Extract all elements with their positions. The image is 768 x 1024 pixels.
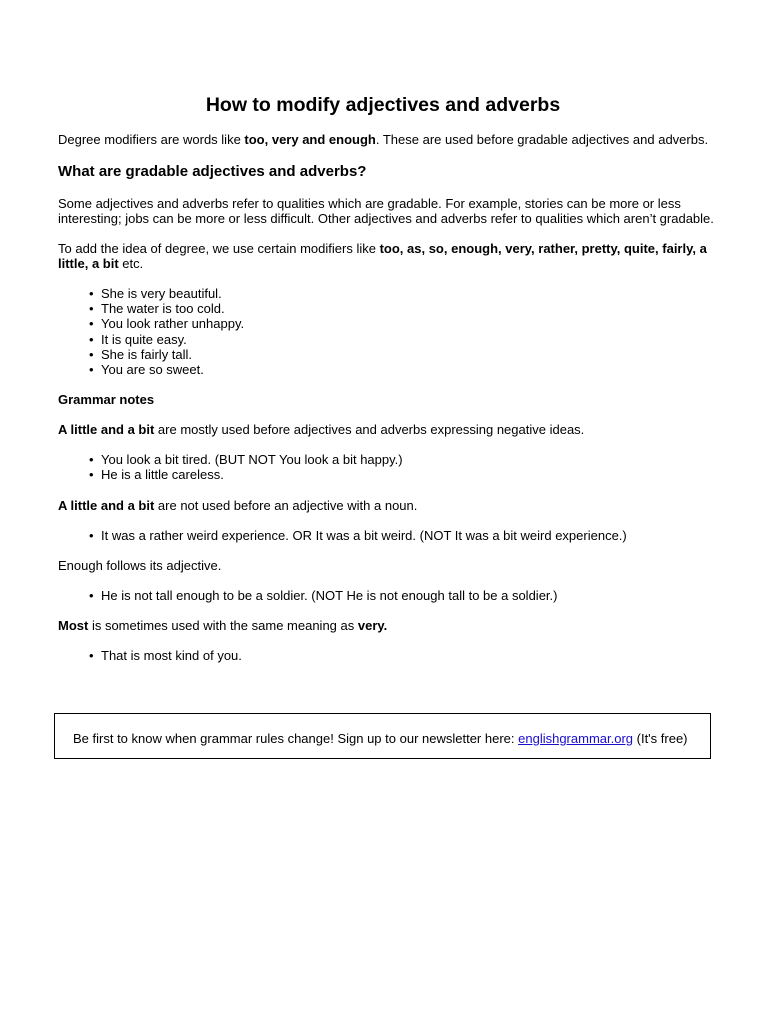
document-body [58,94,718,663]
note-2 [58,498,718,513]
examples-list-1 [58,286,718,377]
modifiers-text-pre: To add the idea of degree, we use certain modifiers like [58,241,380,256]
intro-text-bold: too, very and enough [244,132,376,147]
list-item: • It is quite easy. [101,332,718,347]
list-item: • He is a little careless. [101,467,718,482]
page-title: How to modify adjectives and adverbs [205,94,561,116]
examples-list-5 [58,648,718,663]
list-item: • She is very beautiful. [101,286,718,301]
list-item: • You look a bit tired. (BUT NOT You look a bit happy.) [101,452,718,467]
note-4-bold-1: Most [58,618,89,634]
note-1 [58,422,718,437]
note-4-text: is sometimes used with the same meaning as [88,618,358,634]
list-item: • The water is too cold. [101,301,718,316]
list-item: • That is most kind of you. [101,648,718,663]
modifiers-paragraph [58,241,718,271]
grammar-notes-title: Grammar notes [58,392,155,408]
intro-paragraph [58,132,718,147]
newsletter-link[interactable]: englishgrammar.org [518,731,634,746]
gradable-paragraph: Some adjectives and adverbs refer to qualities which are gradable. For example, stories can be more or less interesting; jobs can be more or less difficult. Other adjectives and adverbs refer to qualities which aren’t gradable. [58,196,714,226]
note-1-bold: A little and a bit [58,422,155,438]
list-item: • You are so sweet. [101,362,718,377]
note-4 [58,618,718,633]
note-2-text: are not used before an adjective with a noun. [154,497,418,513]
newsletter-text-post: (It's free) [633,731,688,746]
newsletter-box [54,713,711,759]
note-1-text: are mostly used before adjectives and adverbs expressing negative ideas. [154,422,585,438]
examples-list-4 [58,588,718,603]
newsletter-text-pre: Be first to know when grammar rules change! Sign up to our newsletter here: [73,731,519,746]
intro-text-pre: Degree modifiers are words like [58,132,245,147]
note-4-bold-2: very. [357,618,388,634]
modifiers-text-bold: too, as, so, enough, very, rather, pretty, quite, fairly, a little, a bit [58,241,707,271]
list-item: • He is not tall enough to be a soldier. (NOT He is not enough tall to be a soldier.) [101,588,718,603]
examples-list-2 [58,452,718,482]
note-2-bold: A little and a bit [58,497,155,513]
note-3: Enough follows its adjective. [58,557,222,573]
list-item: • She is fairly tall. [101,347,718,362]
list-item: • You look rather unhappy. [101,316,718,331]
modifiers-text-post: etc. [118,256,144,271]
section-heading: What are gradable adjectives and adverbs? [58,163,367,180]
intro-text-post: . These are used before gradable adjectives and adverbs. [375,132,709,147]
examples-list-3 [58,528,718,543]
list-item: • It was a rather weird experience. OR It was a bit weird. (NOT It was a bit weird experience.) [101,528,718,543]
